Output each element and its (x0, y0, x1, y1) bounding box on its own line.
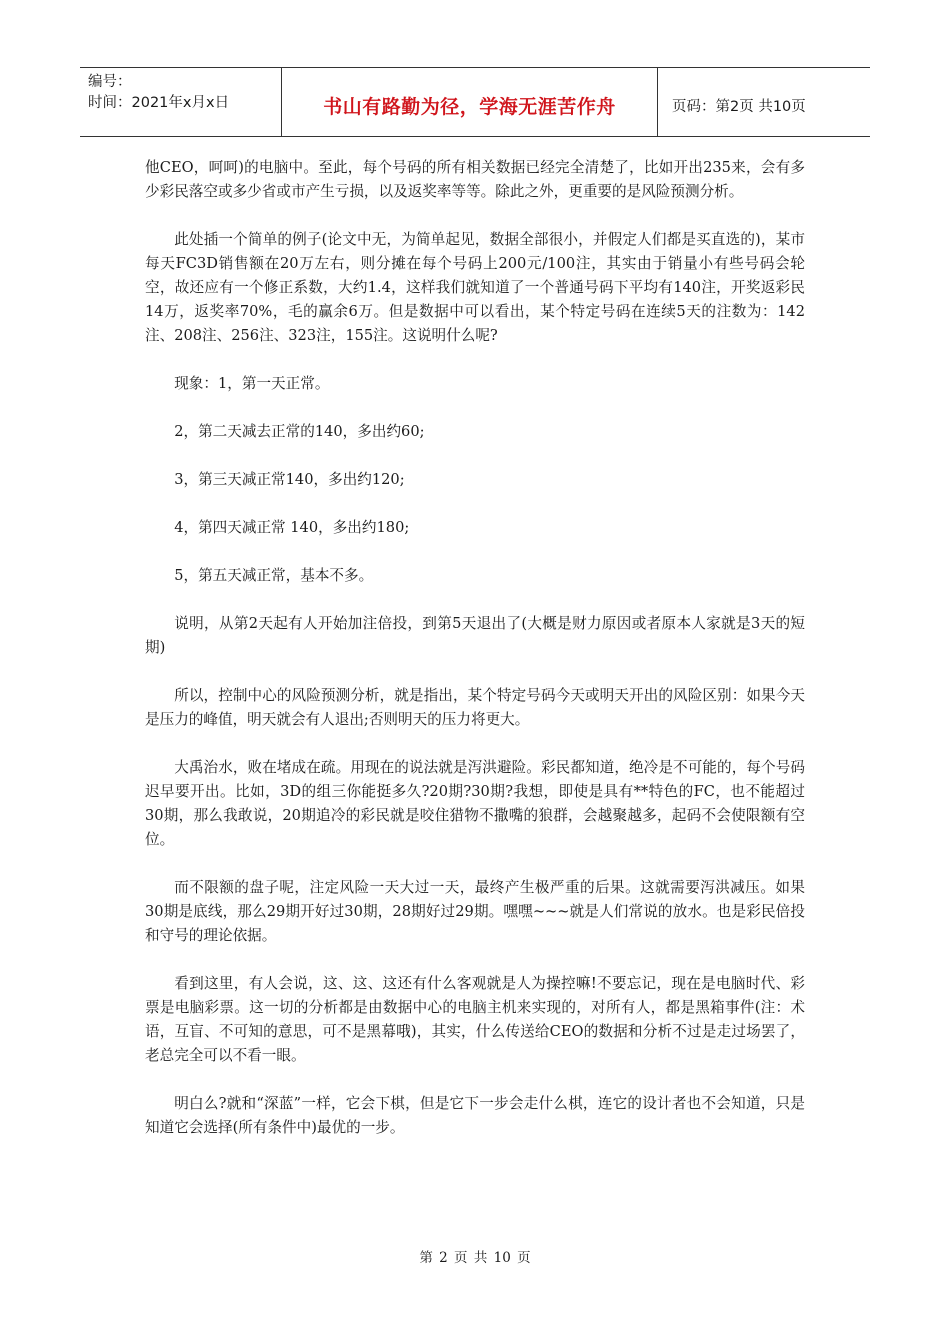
doc-number-label: 编号： (88, 74, 132, 90)
paragraph: 现象：1，第一天正常。 (174, 375, 330, 392)
header-motto: 书山有路勤为径，学海无涯苦作舟 (282, 68, 658, 136)
paragraph: 所以，控制中心的风险预测分析，就是指出，某个特定号码今天或明天开出的风险区别：如果今天是压力的峰值，明天就会有人退出;否则明天的压力将更大。 (145, 687, 805, 728)
paragraph: 明白么?就和“深蓝”一样，它会下棋，但是它下一步会走什么棋，连它的设计者也不会知道，只是知道它会选择(所有条件中)最优的一步。 (145, 1095, 805, 1136)
paragraph: 4，第四天减正常 140，多出约180; (174, 519, 410, 536)
header-meta (80, 68, 282, 136)
doc-date-label: 时间：2021年x月x日 (88, 95, 230, 111)
paragraph: 他CEO，呵呵)的电脑中。至此，每个号码的所有相关数据已经完全清楚了，比如开出235来，会有多少彩民落空或多少省或市产生亏损，以及返奖率等等。除此之外，更重要的是风险预测分析。 (145, 159, 805, 200)
paragraph: 而不限额的盘子呢，注定风险一天大过一天，最终产生极严重的后果。这就需要泻洪减压。如果30期是底线，那么29期开好过30期，28期好过29期。嘿嘿~~~就是人们常说的放水。也是彩民倍投和守号的理论依据。 (145, 879, 805, 944)
page-footer: 第 2 页 共 10 页 (419, 1250, 531, 1266)
paragraph: 此处插一个简单的例子(论文中无，为简单起见，数据全部很小，并假定人们都是买直选的)，某市每天FC3D销售额在20万左右，则分摊在每个号码上200元/100注，其实由于销量小有些号码会轮空，故还应有一个修正系数，大约1.4，这样我们就知道了一个普通号码下平均有140注，开奖返彩民14万，返奖率70%，毛的赢余6万。但是数据中可以看出，某个特定号码在连续5天的注数为：142注、208注、256注、323注，155注。这说明什么呢? (145, 231, 805, 344)
document-body (145, 156, 805, 1164)
page-header (80, 67, 870, 137)
paragraph: 说明，从第2天起有人开始加注倍投，到第5天退出了(大概是财力原因或者原本人家就是3天的短期) (145, 615, 805, 656)
paragraph: 看到这里，有人会说，这、这、这还有什么客观就是人为操控嘛!不要忘记，现在是电脑时代、彩票是电脑彩票。这一切的分析都是由数据中心的电脑主机来实现的，对所有人，都是黑箱事件(注：术语，互盲、不可知的意思，可不是黑幕哦)，其实，什么传送给CEO的数据和分析不过是走过场罢了，老总完全可以不看一眼。 (145, 975, 805, 1064)
header-page-number: 页码：第2页 共10页 (672, 98, 806, 115)
paragraph: 5，第五天减正常，基本不多。 (174, 567, 374, 584)
paragraph: 2，第二天减去正常的140，多出约60; (174, 423, 425, 440)
paragraph: 大禹治水，败在堵成在疏。用现在的说法就是泻洪避险。彩民都知道，绝冷是不可能的，每个号码迟早要开出。比如，3D的组三你能挺多久?20期?30期?我想，即使是具有**特色的FC，也不能超过30期，那么我敢说，20期追冷的彩民就是咬住猎物不撒嘴的狼群，会越聚越多，起码不会使限额有空位。 (145, 759, 805, 848)
paragraph: 3，第三天减正常140，多出约120; (174, 471, 405, 488)
